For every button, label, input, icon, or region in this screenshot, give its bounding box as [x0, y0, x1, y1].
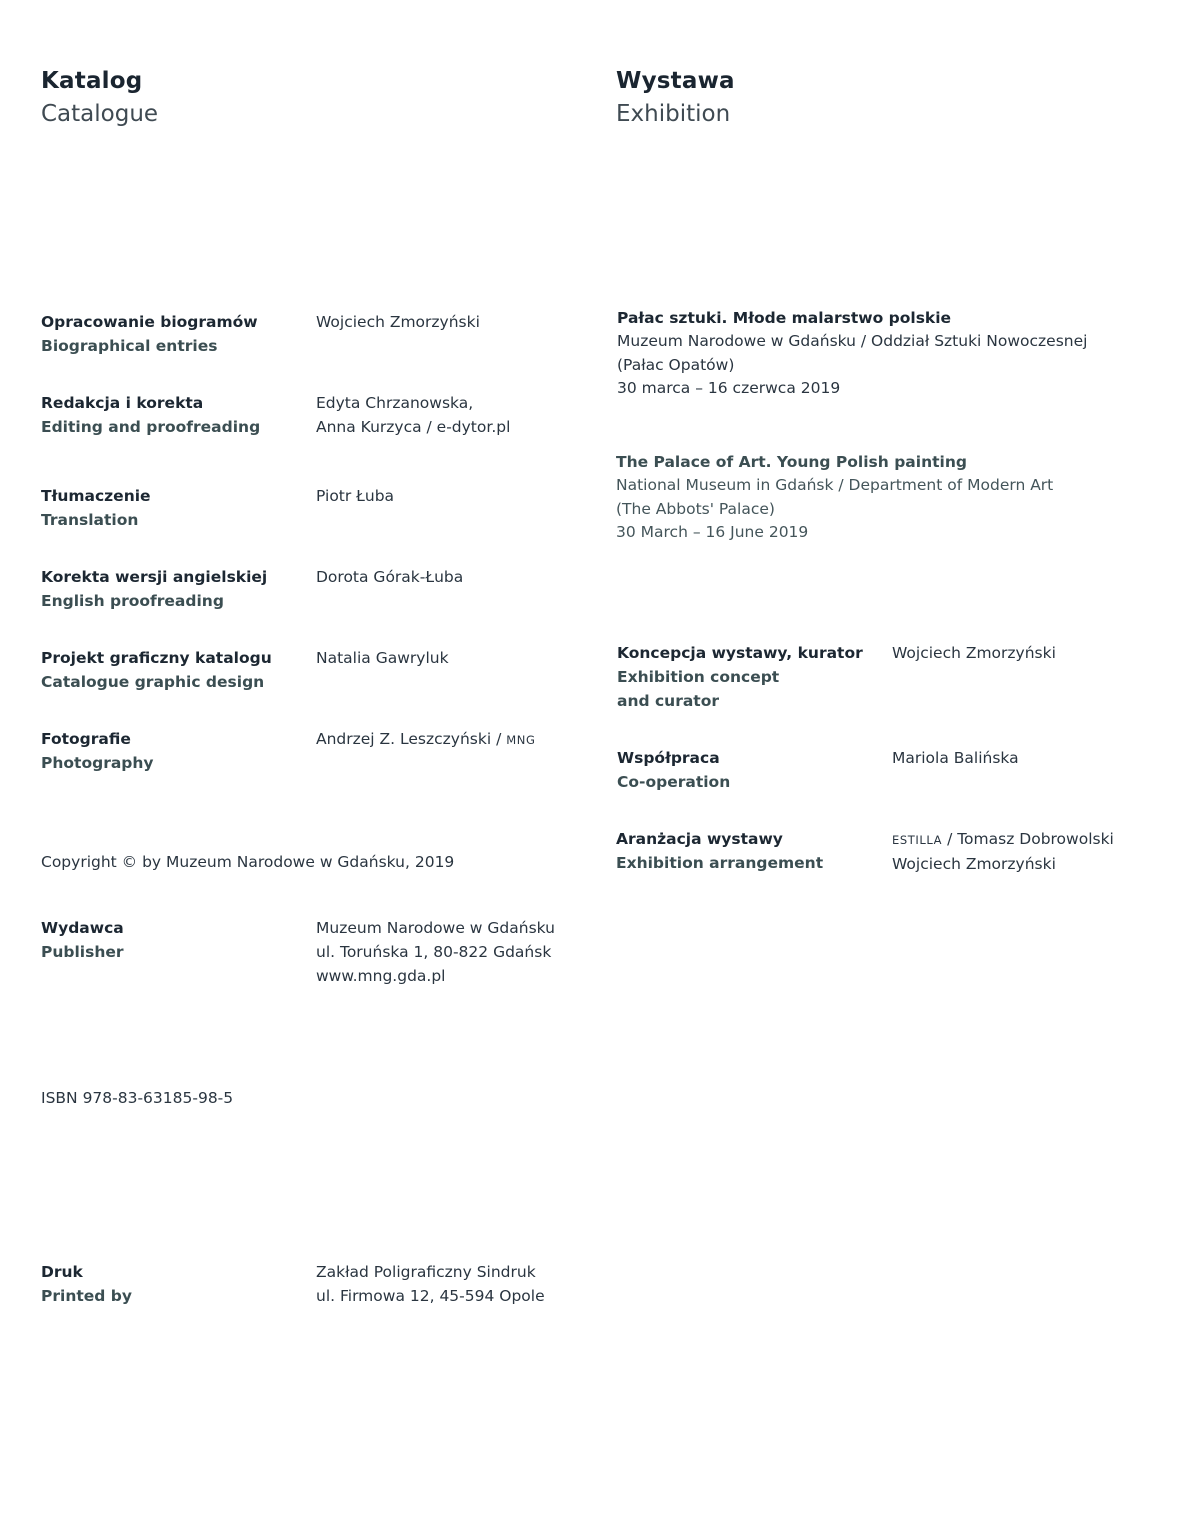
credit-value-small: MNG — [506, 733, 536, 747]
credit-label-en: Translation — [41, 511, 139, 529]
credit-graphic-design — [41, 646, 272, 694]
credit-label-en: and curator — [617, 692, 720, 710]
exhibition-building-pl: (Pałac Opatów) — [617, 355, 735, 374]
exhibition-dates-en: 30 March – 16 June 2019 — [616, 523, 809, 541]
credit-value: Edyta Chrzanowska, — [316, 394, 474, 412]
credit-value: Natalia Gawryluk — [316, 649, 449, 667]
credit-value-group — [316, 391, 510, 439]
copyright-text: Copyright © by Muzeum Narodowe w Gdańsku, 2019 — [41, 853, 455, 871]
credit-biographical-entries — [41, 310, 258, 358]
credit-value: Dorota Górak-Łuba — [316, 568, 464, 586]
credit-value: Anna Kurzyca / e-dytor.pl — [316, 418, 511, 436]
exhibition-title-en: The Palace of Art. Young Polish painting — [616, 453, 967, 471]
credit-label-en: English proofreading — [41, 592, 224, 610]
catalogue-heading-en: Catalogue — [41, 101, 159, 127]
printer-label-pl: Druk — [41, 1263, 83, 1281]
credit-label-pl: Redakcja i korekta — [41, 394, 204, 412]
credit-value — [892, 827, 1114, 852]
credit-value-small: ESTILLA — [892, 833, 943, 847]
credit-value-group — [892, 827, 1114, 876]
printer-label — [41, 1260, 132, 1308]
publisher-address: ul. Toruńska 1, 80-822 Gdańsk — [316, 943, 552, 961]
isbn-text: ISBN 978-83-63185-98-5 — [41, 1089, 234, 1107]
exhibition-title-pl: Pałac sztuki. Młode malarstwo polskie — [617, 309, 952, 327]
credit-label-pl: Fotografie — [41, 730, 131, 748]
credit-label-pl: Korekta wersji angielskiej — [41, 568, 268, 586]
credit-value: Mariola Balińska — [892, 749, 1019, 767]
credit-label-pl: Koncepcja wystawy, kurator — [617, 644, 863, 662]
credit-value — [316, 727, 535, 752]
credit-label-pl: Tłumaczenie — [41, 487, 151, 505]
exhibition-dates-pl: 30 marca – 16 czerwca 2019 — [617, 379, 841, 397]
exhibition-building-en: (The Abbots' Palace) — [616, 499, 775, 518]
credit-label-en: Editing and proofreading — [41, 418, 261, 436]
credit-exhibition-arrangement — [616, 827, 823, 875]
publisher-website: www.mng.gda.pl — [316, 967, 446, 985]
credit-label-pl: Projekt graficzny katalogu — [41, 649, 272, 667]
credit-label-en: Exhibition concept — [617, 668, 780, 686]
credit-label-pl: Aranżacja wystawy — [616, 830, 783, 848]
credit-value: Piotr Łuba — [316, 487, 395, 505]
exhibition-venue-en: National Museum in Gdańsk / Department of Modern Art — [616, 476, 1054, 494]
credit-exhibition-concept — [617, 641, 863, 713]
printer-address: ul. Firmowa 12, 45-594 Opole — [316, 1287, 545, 1305]
exhibition-heading-en: Exhibition — [616, 101, 731, 127]
credit-label-en: Exhibition arrangement — [616, 854, 824, 872]
credit-english-proofreading — [41, 565, 267, 613]
credit-value: Wojciech Zmorzyński — [316, 313, 480, 331]
credit-label-pl: Współpraca — [617, 749, 720, 767]
printer-label-en: Printed by — [41, 1287, 132, 1305]
publisher-label — [41, 916, 124, 964]
credit-editing — [41, 391, 260, 439]
credit-label-pl: Opracowanie biogramów — [41, 313, 258, 331]
credit-value-rest: / Tomasz Dobrowolski — [942, 830, 1114, 848]
publisher-label-pl: Wydawca — [41, 919, 124, 937]
publisher-details — [316, 916, 555, 988]
exhibition-info-en — [616, 450, 1053, 545]
credit-translation — [41, 484, 151, 532]
printer-details — [316, 1260, 545, 1308]
printer-name: Zakład Poligraficzny Sindruk — [316, 1263, 536, 1281]
credit-label-en: Co-operation — [617, 773, 731, 791]
credit-photography — [41, 727, 154, 775]
credit-cooperation — [617, 746, 730, 794]
credit-label-en: Biographical entries — [41, 337, 218, 355]
exhibition-info-pl — [617, 306, 1087, 401]
credit-value: Wojciech Zmorzyński — [892, 855, 1056, 873]
exhibition-heading: Wystawa — [616, 68, 735, 94]
exhibition-venue-pl: Muzeum Narodowe w Gdańsku / Oddział Sztuki Nowoczesnej — [617, 332, 1088, 350]
publisher-label-en: Publisher — [41, 943, 124, 961]
credit-value-main: Andrzej Z. Leszczyński / — [316, 730, 507, 748]
publisher-name: Muzeum Narodowe w Gdańsku — [316, 919, 555, 937]
credit-label-en: Catalogue graphic design — [41, 673, 265, 691]
catalogue-heading: Katalog — [41, 68, 143, 94]
credit-label-en: Photography — [41, 754, 154, 772]
credit-value: Wojciech Zmorzyński — [892, 644, 1056, 662]
